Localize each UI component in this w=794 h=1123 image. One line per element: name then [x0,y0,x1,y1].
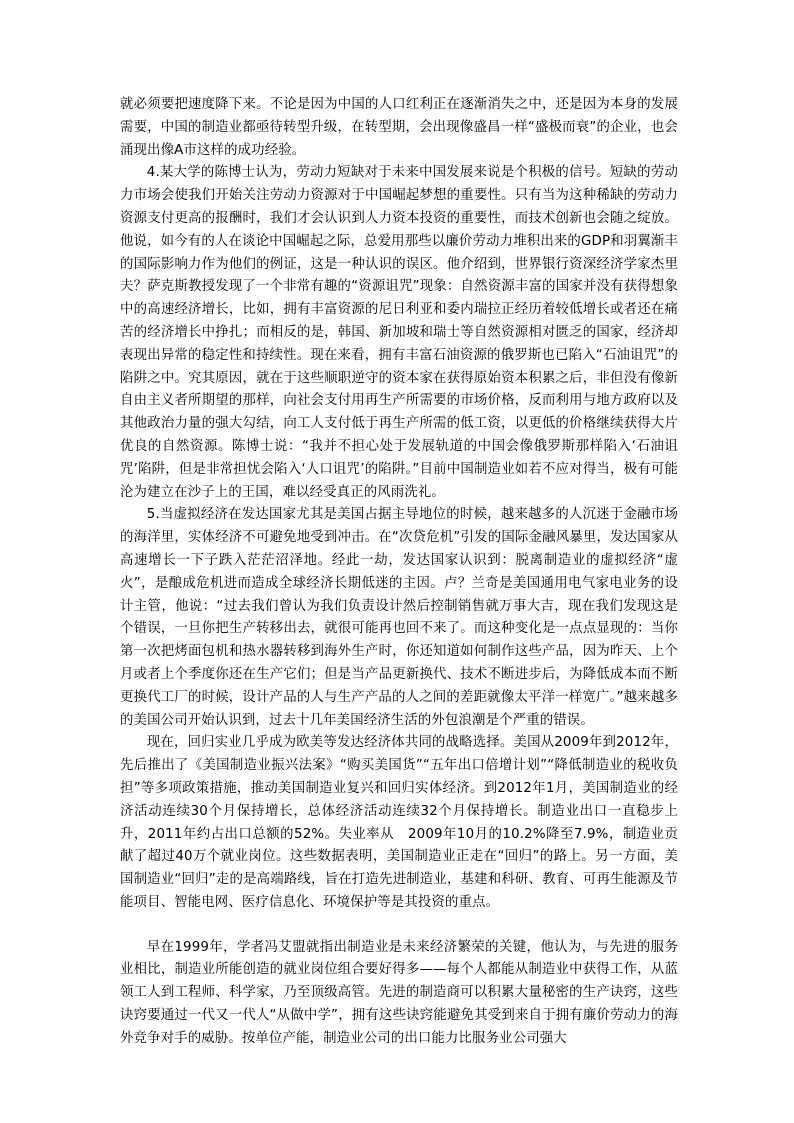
paragraph-item-5: 5.当虚拟经济在发达国家尤其是美国占据主导地位的时候，越来越多的人沉迷于金融市场的海洋里，实体经济不可避免地受到冲击。在“次贷危机”引发的国际金融风暴里，发达国家从高速增长一下子跌入茫茫沼泽地。经此一劫，发达国家认识到：脱离制造业的虚拟经济“虚火”，是酿成危机进而造成全球经济长期低迷的主因。卢？兰奇是美国通用电气家电业务的设计主管，他说：“过去我们曾认为我们负责设计然后控制销售就万事大吉，现在我们发现这是个错误，一旦你把生产转移出去，就很可能再也回不来了。而这种变化是一点点显现的：当你第一次把烤面包机和热水器转移到海外生产时，你还知道如何制作这些产品，因为昨天、上个月或者上个季度你还在生产它们；但是当产品更新换代、技术不断进步后，为降低成本而不断更换代工厂的时候，设计产品的人与生产产品的人之间的差距就像太平洋一样宽广。”越来越多的美国公司开始认识到，过去十几年美国经济生活的外包浪潮是个严重的错误。 [120,507,678,728]
paragraph-spacer [120,915,678,937]
paragraph-continuation: 就必须要把速度降下来。不论是因为中国的人口红利正在逐渐消失之中，还是因为本身的发展需要，中国的制造业都亟待转型升级，在转型期，会出现像盛昌一样“盛极而衰”的企业，也会涌现出像A市这样的成功经验。 [120,97,678,158]
document-body [120,94,678,1051]
paragraph-item-4: 4.某大学的陈博士认为，劳动力短缺对于未来中国发展来说是个积极的信号。短缺的劳动力市场会使我们开始关注劳动力资源对于中国崛起梦想的重要性。只有当为这种稀缺的劳动力资源支付更高的报酬时，我们才会认识到人力资本投资的重要性，而技术创新也会随之绽放。他说，如今有的人在谈论中国崛起之际，总爱用那些以廉价劳动力堆积出来的GDP和羽翼渐丰的国际影响力作为他们的例证，这是一种认识的误区。他介绍到，世界银行资深经济学家杰里夫？萨克斯教授发现了一个非常有趣的“资源诅咒”现象：自然资源丰富的国家并没有获得想象中的高速经济增长，比如，拥有丰富资源的尼日利亚和委内瑞拉正经历着较低增长或者还在痛苦的经济增长中挣扎；而相反的是，韩国、新加坡和瑞士等自然资源相对匮乏的国家，经济却表现出异常的稳定性和持续性。现在来看，拥有丰富石油资源的俄罗斯也已陷入“石油诅咒”的陷阱之中。究其原因，就在于这些顺职逆守的资本家在获得原始资本积累之后，非但没有像新自由主义者所期望的那样，向社会支付用再生产所需要的市场价格，反而利用与地方政府以及其他政治力量的强大勾结，向工人支付低于再生产所需的低工资，以更低的价格继续获得大片优良的自然资源。陈博士说：“我并不担心处于发展轨道的中国会像俄罗斯那样陷入‘石油诅咒’陷阱，但是非常担忧会陷入‘人口诅咒’的陷阱。”目前中国制造业如若不应对得当，极有可能沦为建立在沙子上的王国，难以经受真正的风雨洗礼。 [120,165,678,500]
paragraph-1999-scholar: 早在1999年，学者冯艾盟就指出制造业是未来经济繁荣的关键，他认为，与先进的服务业相比，制造业所能创造的就业岗位组合要好得多——每个人都能从制造业中获得工作，从蓝领工人到工程师、科学家，乃至顶级高管。先进的制造商可以积累大量秘密的生产诀窍，这些诀窍要通过一代又一代人“从做中学”，拥有这些诀窍能避免其受到来自于拥有廉价劳动力的海外竞争对手的威胁。按单位产能，制造业公司的出口能力比服务业公司强大 [120,939,678,1046]
paragraph-reshoring: 现在，回归实业几乎成为欧美等发达经济体共同的战略选择。美国从2009年到2012年，先后推出了《美国制造业振兴法案》“购买美国货”“五年出口倍增计划”“降低制造业的税收负担”等多项政策措施，推动美国制造业复兴和回归实体经济。到2012年1月，美国制造业的经济活动连续30个月保持增长，总体经济活动连续32个月保持增长。制造业出口一直稳步上升，2011年约占出口总额的52%。失业率从 2009年10月的10.2%降至7.9%，制造业贡献了超过40万个就业岗位。这些数据表明，美国制造业正走在“回归”的路上。另一方面，美国制造业“回归”走的是高端路线，旨在打造先进制造业，基建和科研、教育、可再生能源及节能项目、智能电网、医疗信息化、环境保护等是其投资的重点。 [120,735,678,910]
